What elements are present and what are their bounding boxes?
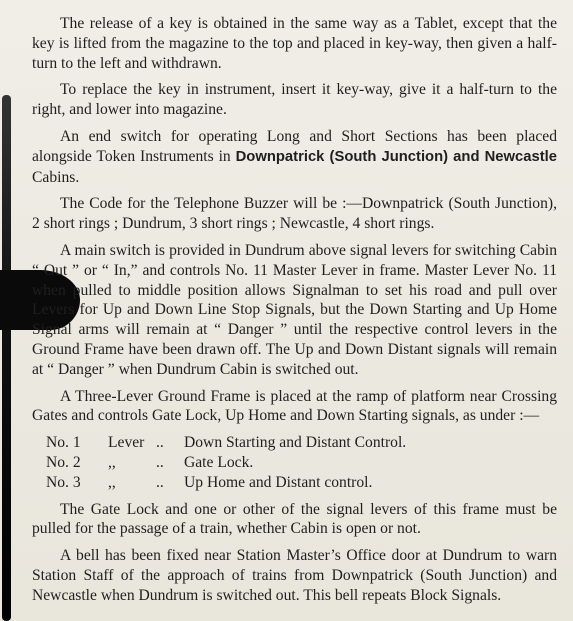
lever-description: Gate Lock. bbox=[184, 453, 254, 471]
paragraph-gate-lock: The Gate Lock and one or other of the signal levers of this frame must be pulled for the passage of a train, whether Cabin is open or not. bbox=[32, 500, 557, 538]
lever-row bbox=[32, 453, 557, 473]
paragraph-end-switch bbox=[32, 127, 557, 187]
binding-edge bbox=[2, 95, 11, 621]
lever-row bbox=[32, 473, 557, 493]
lever-number: No. 1 bbox=[46, 434, 81, 452]
paragraph-key-replace: To replace the key in instrument, insert it key-way, give it a half-turn to the right, and lower into magazine. bbox=[32, 81, 557, 119]
lever-description: Down Starting and Distant Control. bbox=[184, 434, 407, 452]
end-switch-text-after: Cabins. bbox=[32, 168, 80, 186]
paragraph-ground-frame: A Three-Lever Ground Frame is placed at the ramp of platform near Crossing Gates and controls Gate Lock, Up Home and Down Starting signals, as under :— bbox=[32, 387, 557, 425]
document-body bbox=[32, 14, 557, 613]
binding-shadow bbox=[0, 95, 14, 621]
end-switch-text-before: An end switch for operating Long and Short Sections has been placed alongside Token Instruments in bbox=[32, 127, 557, 165]
paragraph-key-release: The release of a key is obtained in the same way as a Tablet, except that the key is lifted from the magazine to the top and placed in key-way, then given a half-turn to the left and withdrawn. bbox=[32, 15, 557, 72]
lever-label: ,, bbox=[108, 453, 116, 471]
lever-number: No. 2 bbox=[46, 453, 81, 471]
paragraph-buzzer-code: The Code for the Telephone Buzzer will be :—Downpatrick (South Junction), 2 short rings ; Dundrum, 3 short rings ; Newcastle, 4 short rings. bbox=[32, 195, 557, 233]
lever-list bbox=[32, 433, 557, 492]
lever-label: ,, bbox=[108, 473, 116, 491]
lever-number: No. 3 bbox=[46, 473, 81, 491]
paragraph-bell: A bell has been fixed near Station Master’s Office door at Dundrum to warn Station Staff of the approach of trains from Downpatrick (South Junction) and Newcastle when Dundrum is switched out. This bell repeats Block Signals. bbox=[32, 547, 557, 604]
lever-dots: .. bbox=[156, 453, 164, 471]
end-switch-cabins: Downpatrick (South Junction) and Newcastle bbox=[235, 148, 557, 165]
lever-dots: .. bbox=[156, 434, 164, 452]
lever-label: Lever bbox=[108, 434, 145, 452]
paragraph-main-switch: A main switch is provided in Dundrum above signal levers for switching Cabin “ Out ” or “ In,” and controls No. 11 Master Lever in frame. Master Lever No. 11 when pulled to middle position allows Signalman to set his road and pull over Levers for Up and Down Line Stop Signals, but the Down Starting and Up Home Signal arms will remain at “ Danger ” until the respective control levers in the Ground Frame have been drawn off. The Up and Down Distant signals will remain at “ Danger ” when Dundrum Cabin is switched out. bbox=[32, 241, 557, 378]
lever-description: Up Home and Distant control. bbox=[184, 473, 373, 491]
lever-dots: .. bbox=[156, 473, 164, 491]
lever-row bbox=[32, 433, 557, 453]
